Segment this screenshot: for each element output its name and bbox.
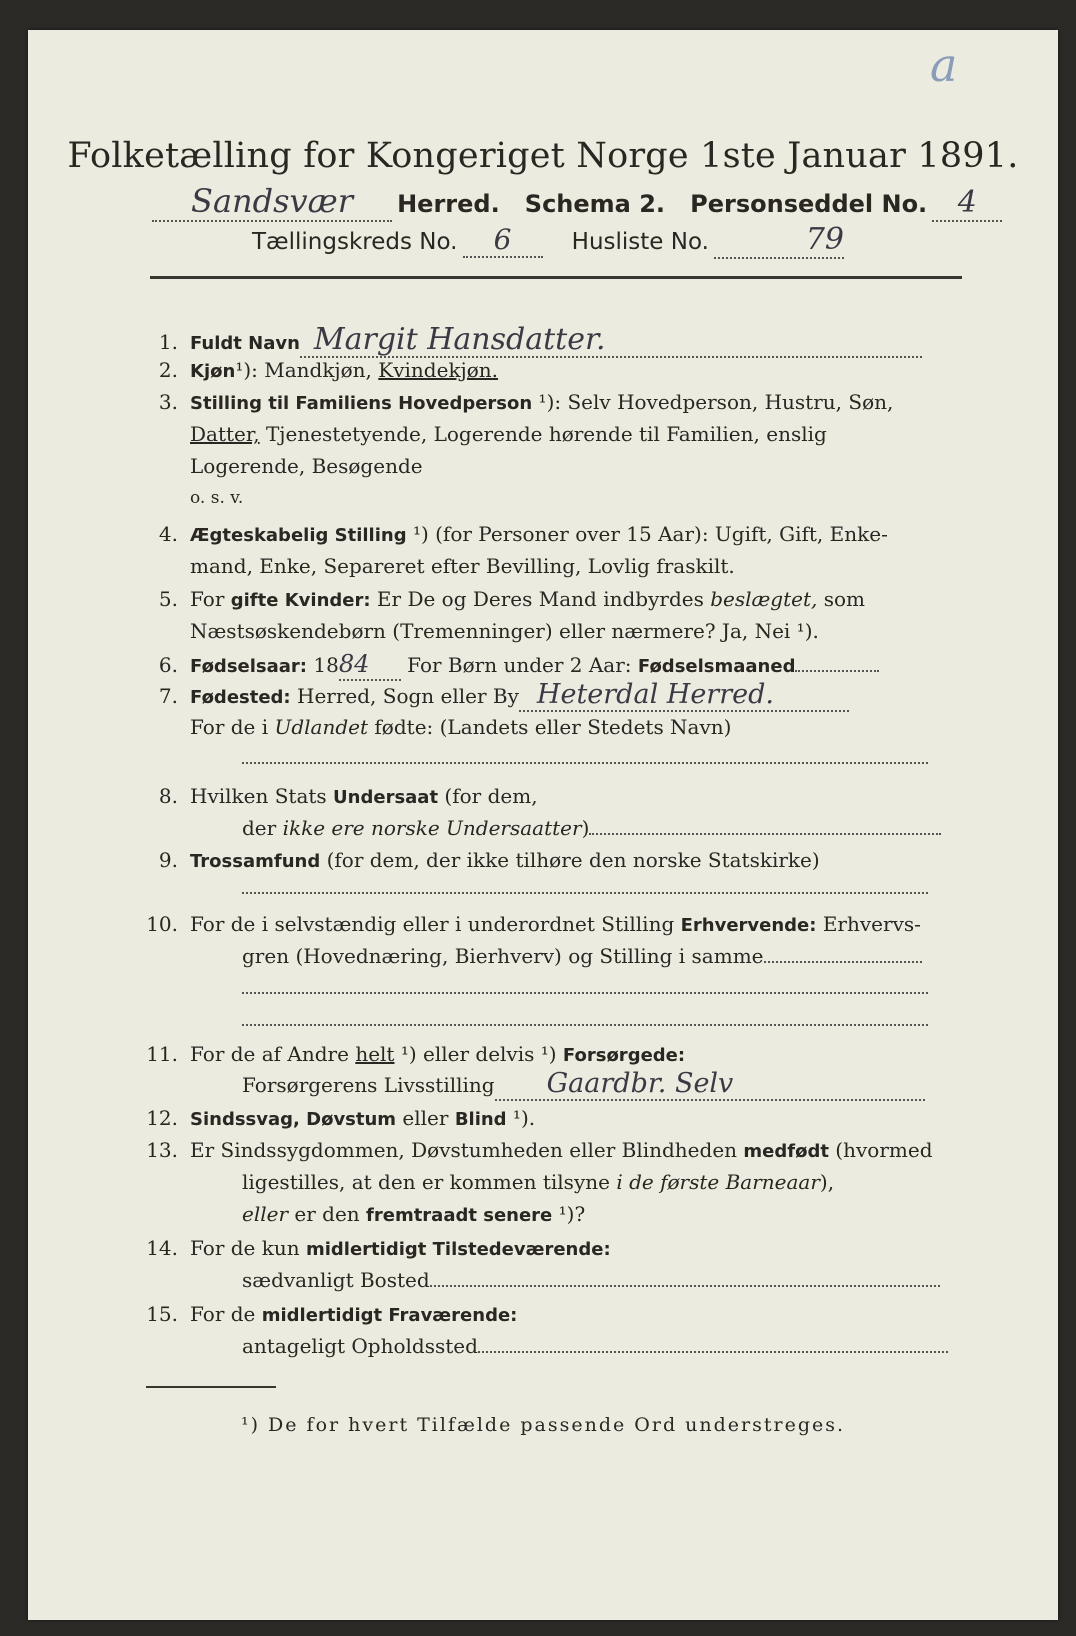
header-row-2 — [252, 222, 844, 262]
item-5: 5. For gifte Kvinder: Er De og Deres Mand indbyrdes beslægtet, som — [158, 587, 866, 611]
item-3: 3. Stilling til Familiens Hovedperson ¹): Selv Hovedperson, Hustru, Søn, — [158, 390, 894, 414]
form-title: Folketælling for Kongeriget Norge 1ste Januar 1891. — [67, 136, 1019, 176]
full-name-value: Margit Hansdatter. — [313, 322, 606, 357]
item-10-cont: gren (Hovednæring, Bierhverv) og Stilling i samme — [242, 942, 922, 970]
item-12: 12. Sindssvag, Døvstum eller Blind ¹). — [146, 1106, 536, 1130]
item-8-cont: der ikke ere norske Undersaatter) — [242, 814, 941, 842]
item-7-cont: For de i Udlandet fødte: (Landets eller Stedets Navn) — [190, 715, 732, 739]
item-14-cont: sædvanligt Bosted — [242, 1266, 940, 1294]
corner-mark: a — [930, 38, 958, 92]
footnote-divider — [146, 1386, 276, 1388]
birthplace-value: Heterdal Herred. — [536, 679, 774, 710]
item-13: 13. Er Sindssygdommen, Døvstumheden eller Blindheden medfødt (hvormed — [146, 1138, 933, 1162]
item-11-cont: Forsørgerens Livsstilling Gaardbr. Selv — [242, 1070, 925, 1101]
occupation-blank-2 — [242, 1024, 928, 1026]
item-13-cont2: eller er den fremtraadt senere ¹)? — [242, 1202, 586, 1226]
footnote: ¹) De for hvert Tilfælde passende Ord understreges. — [240, 1414, 846, 1436]
personseddel-value: 4 — [932, 185, 1002, 222]
census-form-sheet: a Folketælling for Kongeriget Norge 1ste Januar 1891. Sandsvær Herred. Schema 2. Personseddel No. 4 Tællingskreds No. 6 Husliste No. 79 1. Fuldt Navn Margit Hansdatter. 2. Kjøn¹): Mandkjøn, Kvindekjøn. 3. Stilling til Familiens Hovedperson ¹): Selv Hovedperson, Hustru, Søn, Datter, Tjenestetyende, Logerende hørende til Familien, enslig Logerende, Besøgende o. s. v. 4. Ægteskabelig Stilling ¹) (for Personer over 15 Aar): Ugift, Gift, Enke- mand, Enke, Separeret efter Bevilling, Lovlig fraskilt. 5. For gifte Kvinder: Er De og Deres Mand indbyrdes beslægtet, som Næstsøskendebørn (Tremenninger) eller nærmere? Ja, Nei ¹). 6. Fødselsaar: 1884 For Børn under 2 Aar: Fødselsmaaned 7. Fødested: Herred, Sogn eller By Heterdal Herred. For de i Udlandet fødte: (Landets eller Stedets Navn) 8. Hvilken Stats Undersaat (for dem, der ikke ere norske Undersaatter) 9. Trossamfund (for dem, der ikke tilhøre den norske Statskirke) 10. For de i selvstændig eller i underordnet Stilling Erhvervende: Erhvervs- gren (Hovednæring, Bierhverv) og Stilling i samme 11. For de af Andre helt ¹) eller delvis ¹) Forsørgede: Forsørgerens Livsstilling Gaardbr. Selv 12. Sindssvag, Døvstum eller Blind ¹). 13. Er Sindssygdommen, Døvstumheden eller Blindheden medfødt (hvormed ligestilles, at den er kommen tilsyne i de første Barneaar), eller er den fremtraadt senere ¹)? 14. For de kun midlertidigt Tilstedeværende: sædvanligt Bosted 15. For de midlertidigt Fraværende: antageligt Opholdssted ¹) De for hvert Tilfælde passende Ord understreges. — [28, 30, 1058, 1620]
item-13-cont: ligestilles, at den er kommen tilsyne i de første Barneaar), — [242, 1170, 835, 1194]
foreign-birthplace-blank — [242, 762, 928, 764]
personseddel-label: Personseddel No. — [690, 190, 928, 218]
herred-value: Sandsvær — [152, 182, 392, 222]
husliste-value: 79 — [714, 222, 844, 259]
supporter-occupation-value: Gaardbr. Selv — [546, 1068, 734, 1099]
item-4: 4. Ægteskabelig Stilling ¹) (for Personer over 15 Aar): Ugift, Gift, Enke- — [158, 522, 888, 546]
item-8: 8. Hvilken Stats Undersaat (for dem, — [158, 784, 538, 808]
item-14: 14. For de kun midlertidigt Tilstedeværende: — [146, 1236, 611, 1260]
item-11: 11. For de af Andre helt ¹) eller delvis ¹) Forsørgede: — [146, 1042, 686, 1066]
herred-label: Herred. — [397, 190, 500, 218]
support-selected: helt — [355, 1042, 395, 1066]
occupation-blank-1 — [242, 992, 928, 994]
schema-label: Schema 2. — [524, 190, 666, 218]
item-3-cont: Datter, Tjenestetyende, Logerende hørende til Familien, enslig — [190, 422, 827, 446]
birth-year-value: 84 — [338, 650, 370, 678]
item-9: 9. Trossamfund (for dem, der ikke tilhøre den norske Statskirke) — [158, 848, 820, 872]
item-7: 7. Fødested: Herred, Sogn eller By Heterdal Herred. — [128, 681, 849, 712]
item-1: 1. Fuldt Navn Margit Hansdatter. — [128, 326, 922, 358]
item-10: 10. For de i selvstændig eller i underordnet Stilling Erhvervende: Erhvervs- — [146, 912, 921, 936]
kreds-label: Tællingskreds No. — [252, 229, 458, 255]
header-divider — [150, 276, 962, 279]
item-15: 15. For de midlertidigt Fraværende: — [146, 1302, 518, 1326]
kreds-value: 6 — [463, 223, 543, 258]
item-2: 2. Kjøn¹): Mandkjøn, Kvindekjøn. — [158, 358, 499, 382]
husliste-label: Husliste No. — [571, 229, 709, 255]
religion-blank — [242, 892, 928, 894]
item-15-cont: antageligt Opholdssted — [242, 1332, 948, 1360]
family-role-selected: Datter, — [190, 422, 260, 446]
header-row-1 — [152, 182, 1002, 222]
item-6: 6. Fødselsaar: 1884 For Børn under 2 Aar: Fødselsmaaned — [128, 650, 879, 681]
gender-selected: Kvindekjøn. — [378, 358, 499, 382]
